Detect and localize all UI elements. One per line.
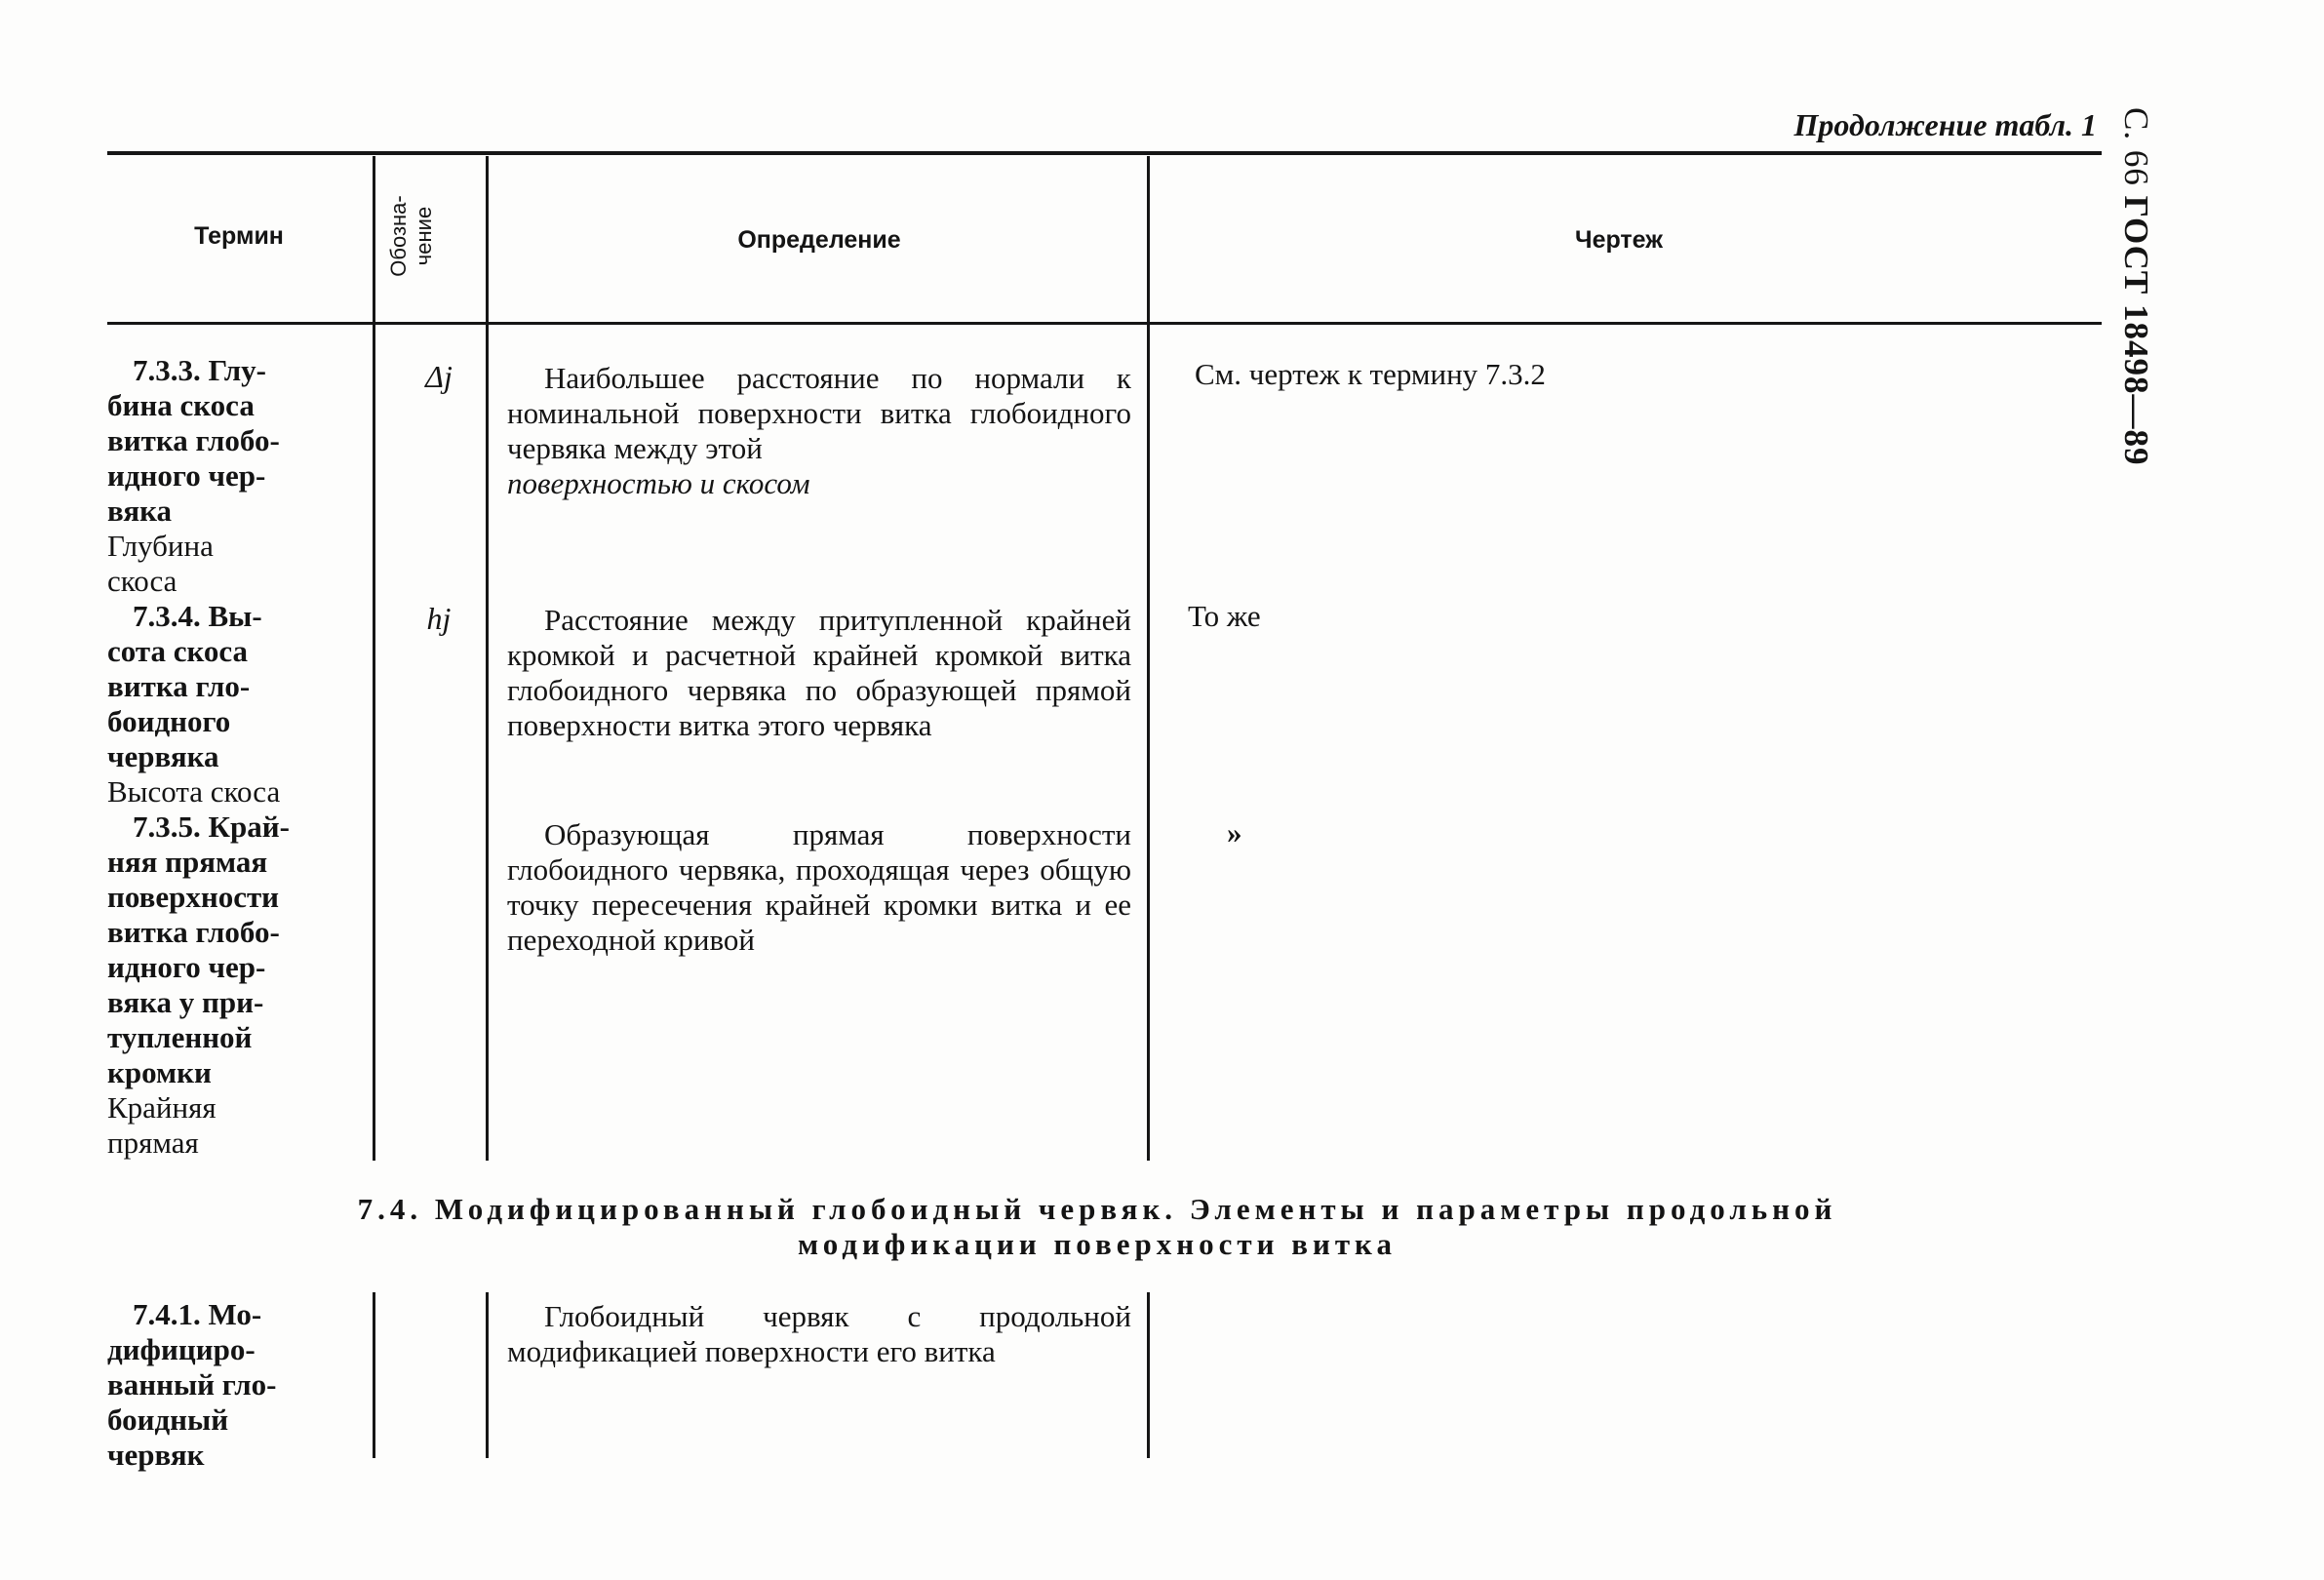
standard-designation: ГОСТ 18498—89 [2117,195,2155,466]
column-divider-symbol [486,156,489,1161]
symbol-7-3-4: hj [426,601,452,636]
column-divider-definition-74 [1147,1292,1150,1458]
column-divider-definition [1147,156,1150,1161]
term-7-4-1: 7.4.1. Мо- дифициро- ванный гло- боидный червяк [107,1297,277,1472]
definition-7-3-5: Образующая прямая поверхности глобоидного червяка, проходящая через общую точку пересечения крайней кромки витка и ее переходной кривой [507,817,1131,957]
definition-7-3-3: Наибольшее расстояние по нормали к номинальной поверхности витка глобоидного червяка между этой поверхностью и скосом [507,361,1131,500]
table-continuation-label: Продолжение табл. 1 [1793,107,2097,142]
drawing-7-3-4: То же [1188,599,1261,633]
column-header-term: Термин [194,222,284,250]
page-number: С. 66 [2117,107,2155,186]
term-7-3-5: 7.3.5. Край- няя прямая поверхности витка глобо- идного чер- вяка у при- тупленной кромки Крайняя прямая [107,810,290,1160]
column-header-drawing: Чертеж [1575,226,1663,254]
column-header-definition: Определение [737,226,901,254]
page-side-header [2097,107,2155,770]
column-header-symbol: Обозна- чение [386,195,436,277]
table-header-rule [107,322,2102,325]
term-7-3-3: 7.3.3. Глу- бина скоса витка глобо- идного чер- вяка Глубина скоса [107,353,280,598]
term-7-3-4: 7.3.4. Вы- сота скоса витка гло- боидного червяка Высота скоса [107,599,281,809]
table-top-rule [107,151,2102,155]
column-divider-symbol-74 [486,1292,489,1458]
drawing-7-3-5: » [1227,815,1242,849]
definition-7-3-4: Расстояние между притупленной крайней кромкой и расчетной крайней кромкой витка глобоидного червяка по образующей прямой поверхности витка этого червяка [507,603,1131,742]
definition-7-4-1: Глобоидный червяк с продольной модификацией поверхности его витка [507,1299,1131,1368]
symbol-7-3-3: Δj [425,359,453,394]
section-heading-7-4: 7.4. Модифицированный глобоидный червяк. Элементы и параметры продольной модификации поверхности витка [357,1192,1837,1261]
drawing-7-3-3: См. чертеж к термину 7.3.2 [1195,357,1546,391]
